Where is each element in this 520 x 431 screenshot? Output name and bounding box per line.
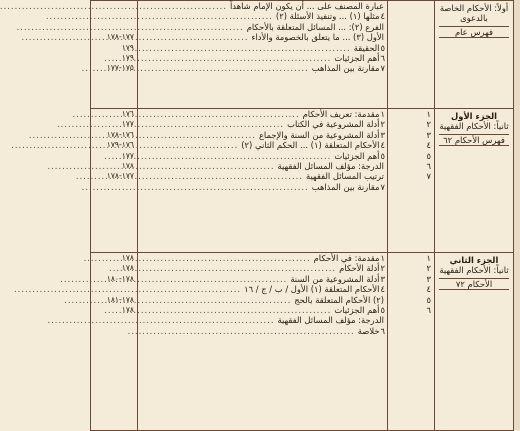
dot-leader <box>82 182 309 192</box>
reference-number: ١٧٨ <box>121 304 134 314</box>
reference-number: ١٧٩ <box>121 42 134 52</box>
reference-number: ١٧٦ <box>121 109 134 118</box>
dot-leader <box>84 253 311 263</box>
item-text: الفرع (٢): ... المسائل المتعلقة بالأحكام <box>246 21 384 32</box>
section-heading-cell <box>435 1 514 109</box>
item-text: مقارنة بين المذاهب <box>311 181 380 192</box>
section-heading: الجزء الأول <box>450 111 498 121</box>
page-number: ٣ <box>426 129 431 140</box>
page-number: ٥ <box>426 150 431 161</box>
index-page <box>90 0 520 430</box>
page-number <box>388 1 434 11</box>
page-number: ٤ <box>426 140 431 151</box>
page-number: ٥ <box>426 294 431 305</box>
page-number <box>388 63 434 73</box>
dot-leader <box>73 109 300 119</box>
topic-list <box>138 253 388 431</box>
item-number: ٥ <box>380 150 385 161</box>
list-item <box>138 182 387 192</box>
item-number: ٥ <box>380 304 385 315</box>
index-section <box>91 109 514 253</box>
reference-number: ١٧٧ <box>121 150 134 160</box>
item-text: الأول (٣) ... ما يتعلق بالخصومة والأداء <box>251 32 384 43</box>
item-text: أدلة المشروعية من السنة <box>290 273 380 284</box>
item-text: ترتيب المسائل الفقهية <box>305 171 384 182</box>
item-text: الأحكام المتعلقة (١) الأول / ب / ج / ١٦ <box>244 284 380 295</box>
reference-number: ١٧٦-١٧٩ <box>106 140 134 150</box>
item-number: ٣ <box>380 129 385 140</box>
reference-number: ١٧٥-١٧٧ <box>106 63 134 73</box>
section-bar-label: فهرس الأحكام ٦٢ <box>439 134 509 146</box>
section-subheading: أولاً: الأحكام الخاصة بالدعوى <box>439 3 509 24</box>
reference-number: ١٧٨-١٨٠ <box>106 273 134 283</box>
page-number-column <box>388 253 435 431</box>
page-number: ٢ <box>426 119 431 130</box>
reference-number: ١٧٨-١٨١ <box>106 294 134 304</box>
item-number: ٤ <box>380 284 385 295</box>
section-heading-cell <box>435 253 514 431</box>
page-number: ٤ <box>426 284 431 295</box>
item-number: ٢ <box>380 263 385 274</box>
topic-list <box>138 109 388 253</box>
item-text: عبارة المصنف على ... أن يكون الإمام شاهداً <box>229 1 384 11</box>
list-item <box>138 109 387 119</box>
index-section <box>91 1 514 109</box>
item-text: أدلة المشروعية من السنة والإجماع <box>258 129 380 140</box>
dot-leader <box>109 263 336 273</box>
topic-list <box>138 1 388 109</box>
page-number <box>388 43 434 53</box>
dot-leader <box>64 295 291 305</box>
list-item <box>138 63 387 73</box>
item-text: الدرجة: مؤلف المسائل الفقهية <box>277 160 384 171</box>
list-item <box>138 171 387 181</box>
dot-leader <box>104 151 331 161</box>
item-number: ٦ <box>380 325 385 336</box>
item-text: مثلها (١) ... وتنفيذ الأسئلة (٢) <box>275 11 380 22</box>
list-item <box>138 295 387 305</box>
reference-number: ١٧٨ <box>121 253 134 262</box>
item-text: الحقيقة <box>353 42 380 53</box>
page-number <box>388 32 434 42</box>
reference-number: ١٧٧-١٧٨ <box>106 32 134 42</box>
reference-number: ١٧٦-١٧٨ <box>106 129 134 139</box>
dot-leader <box>57 119 284 129</box>
item-text: الدرجة: مؤلف المسائل الفقهية <box>277 315 384 326</box>
item-text: أهم الجزئيات <box>334 52 380 63</box>
item-text: أهم الجزئيات <box>334 304 380 315</box>
page-number: ٦ <box>426 160 431 171</box>
page-number: ٣ <box>426 273 431 284</box>
item-number: ٢ <box>380 119 385 130</box>
list-item <box>138 253 387 263</box>
page-number: ٦ <box>426 304 431 315</box>
list-item <box>138 305 387 315</box>
dot-leader <box>104 53 331 63</box>
section-heading-cell <box>435 109 514 253</box>
list-item <box>138 11 387 21</box>
list-item <box>138 161 387 171</box>
section-bar-label: الأحكام ٧٢ <box>439 278 509 290</box>
page-number <box>388 11 434 21</box>
item-text: مقدمة: تعريف الأحكام <box>302 109 380 119</box>
item-number: ١ <box>380 253 385 263</box>
section-heading: الجزء الثاني <box>449 255 499 265</box>
item-number: ١ <box>380 109 385 119</box>
item-number: ٤ <box>380 11 385 22</box>
dot-leader <box>47 161 274 171</box>
list-item <box>138 315 387 325</box>
list-item <box>138 274 387 284</box>
list-item <box>138 263 387 273</box>
index-table <box>90 0 514 431</box>
dot-leader <box>17 22 244 32</box>
dot-leader <box>46 11 273 21</box>
page-number <box>388 53 434 63</box>
page-edge-shadow <box>514 0 520 430</box>
item-number: ٦ <box>380 52 385 63</box>
page-number: ١ <box>426 109 431 119</box>
item-text: أدلة الأحكام <box>339 263 380 274</box>
item-text: الأحكام المتعلقة (١) ... الحكم الثاني (٢) <box>241 140 380 151</box>
page-number: ٧ <box>426 171 431 182</box>
section-bar-label: فهرس عام <box>439 26 509 38</box>
item-text: أدلة المشروعية في الكتاب <box>287 119 380 130</box>
item-text: أهم الجزئيات <box>334 150 380 161</box>
dot-leader <box>29 130 256 140</box>
list-item <box>138 140 387 150</box>
reference-number: ١٧٧-١٧٨ <box>106 171 134 181</box>
page-number: ١ <box>426 253 431 263</box>
item-text: (٢) الأحكام المتعلقة بالحج <box>294 294 384 305</box>
list-item <box>138 32 387 42</box>
index-section <box>91 253 514 431</box>
list-item <box>138 119 387 129</box>
reference-number: ١٧٨ <box>121 160 134 170</box>
list-item <box>138 22 387 32</box>
item-text: مقدمة: في الأحكام <box>313 253 380 263</box>
item-number: ٣ <box>380 273 385 284</box>
list-item <box>138 53 387 63</box>
reference-number: ١٧٩ <box>121 52 134 62</box>
item-text: مقارنة بين المذاهب <box>311 63 380 74</box>
dot-leader <box>14 284 241 294</box>
item-text: خلاصة <box>357 325 380 336</box>
list-item <box>138 1 387 11</box>
list-item <box>138 151 387 161</box>
page-number: ٢ <box>426 263 431 274</box>
reference-number: ١٧٧ <box>121 119 134 129</box>
dot-leader <box>104 305 331 315</box>
dot-leader <box>0 1 227 11</box>
item-number: ٤ <box>380 140 385 151</box>
dot-leader <box>124 43 351 53</box>
item-number: ٧ <box>380 181 385 192</box>
dot-leader <box>21 32 248 42</box>
list-item <box>138 284 387 294</box>
item-number: ٧ <box>380 63 385 74</box>
list-item <box>138 43 387 53</box>
page-number <box>388 22 434 32</box>
section-subheading: ثانياً: الأحكام الفقهية <box>439 121 509 132</box>
dot-leader <box>47 315 274 325</box>
section-subheading: ثانياً: الأحكام الفقهية <box>439 265 509 276</box>
item-number: ٥ <box>380 42 385 53</box>
list-item <box>138 130 387 140</box>
page-number-column <box>388 1 435 109</box>
page-number-column <box>388 109 435 253</box>
list-item <box>138 326 387 336</box>
dot-leader <box>128 326 355 336</box>
reference-number: ١٧٨ <box>121 263 134 273</box>
dot-leader <box>60 274 287 284</box>
